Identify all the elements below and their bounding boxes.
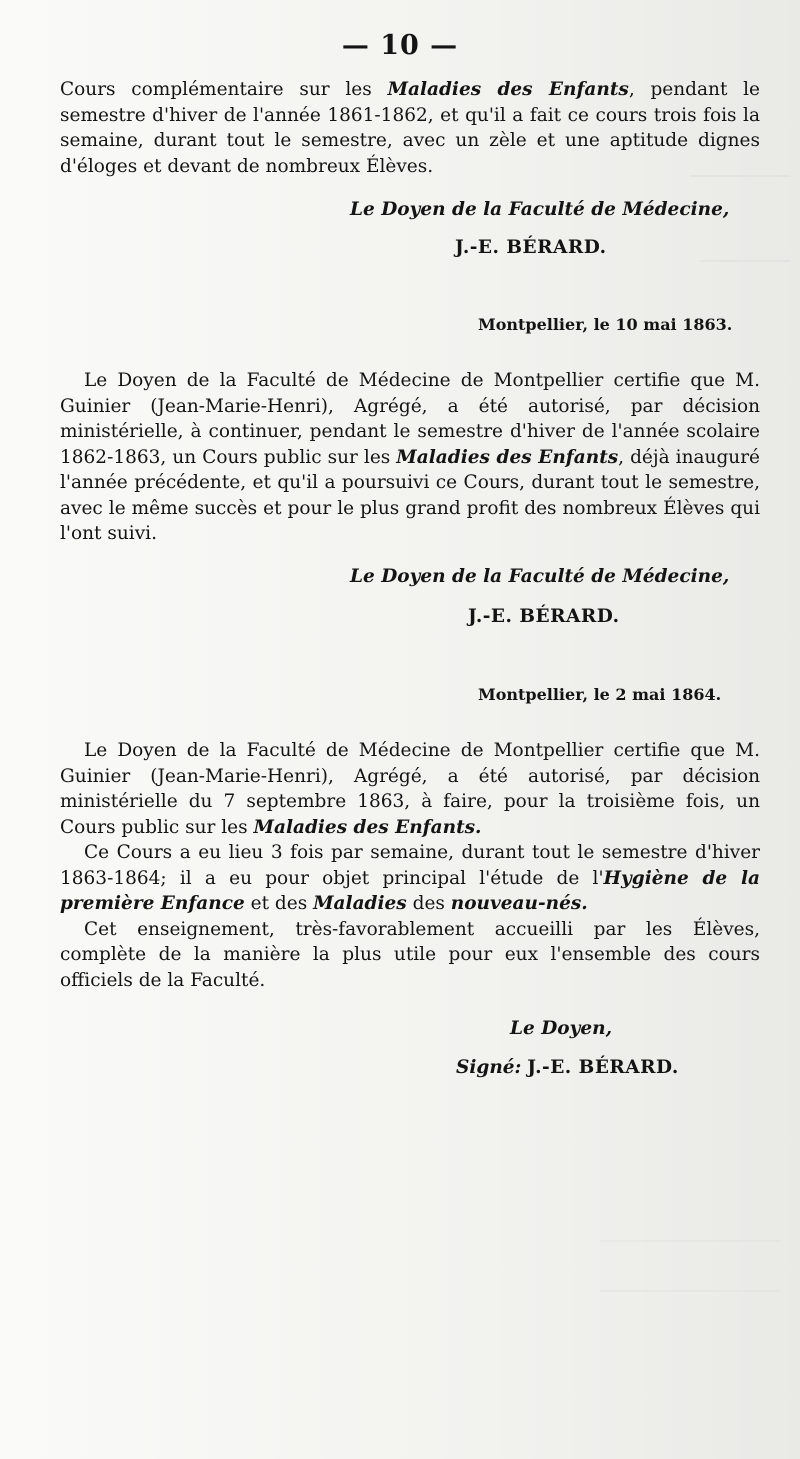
dateline: Montpellier, le 10 mai 1863. [478, 315, 733, 334]
paragraph-block-2 [60, 368, 760, 547]
bleed-through-mark [600, 1240, 780, 1242]
signature-title: Le Doyen de la Faculté de Médecine, [350, 566, 730, 587]
bleed-through-mark [600, 1290, 780, 1292]
signature-title: Le Doyen, [510, 1018, 613, 1039]
signed-label: Signé: [456, 1057, 522, 1078]
text-run: Le Doyen de la Faculté de Médecine de Montpellier certifie que M. Guinier (Jean-Marie-Henri), Agrégé, a été autorisé, par décision ministérielle du 7 septembre 1863, à faire, pour la troisième fois, un Cours public sur les [60, 740, 760, 838]
signatory-name: J.-E. BÉRARD. [527, 1057, 679, 1078]
bleed-through-mark [700, 260, 790, 262]
text-run: Ce Cours a eu lieu 3 fois par semaine, durant tout le semestre d'hiver 1863-1864; il a eu pour objet principal l'étude de l' [60, 842, 760, 889]
text-run: des [406, 893, 451, 914]
text-run: , pendant le semestre d'hiver de l'année 1861-1862, et qu'il a fait ce cours trois fois la semaine, durant tout le semestre, avec un zèle et une aptitude dignes d'éloges et devant de nombreux Élèves. [60, 79, 760, 177]
signed-line [456, 1057, 679, 1078]
emphasis-text: nouveau-nés. [450, 893, 588, 914]
text-run: et des [244, 893, 314, 914]
page-number: — 10 — [341, 30, 459, 61]
text-run: Cours complémentaire sur les [60, 79, 388, 100]
dateline: Montpellier, le 2 mai 1864. [478, 685, 722, 704]
text-run: Le Doyen de la Faculté de Médecine de Montpellier certifie que M. Guinier (Jean-Marie-Henri), Agrégé, a été autorisé, par décision ministérielle, à continuer, pendant le semestre d'hiver de l'année scolaire 1862-1863, un Cours public sur les [60, 370, 760, 468]
signatory-name: J.-E. BÉRARD. [468, 606, 620, 627]
signature-title: Le Doyen de la Faculté de Médecine, [350, 199, 730, 220]
emphasis-text: Maladies [313, 893, 407, 914]
emphasis-text: Maladies des Enfants [396, 446, 619, 468]
paragraph-block-1 [60, 77, 760, 179]
emphasis-text: Maladies des Enfants [387, 79, 629, 100]
paragraph-block-3 [60, 738, 760, 993]
text-run: , déjà inauguré l'année précédente, et qu'il a poursuivi ce Cours, durant tout le semestre, avec le même succès et pour le plus grand profit des nombreux Élèves qui l'ont suivi. [60, 446, 760, 544]
signatory-name: J.-E. BÉRARD. [455, 237, 607, 258]
emphasis-text: Hygiène de la première Enfance [60, 867, 760, 914]
text-run: Cet enseignement, très-favorablement accueilli par les Élèves, complète de la manière la plus utile pour eux l'ensemble des cours officiels de la Faculté. [60, 918, 760, 991]
emphasis-text: Maladies des Enfants. [253, 816, 482, 838]
